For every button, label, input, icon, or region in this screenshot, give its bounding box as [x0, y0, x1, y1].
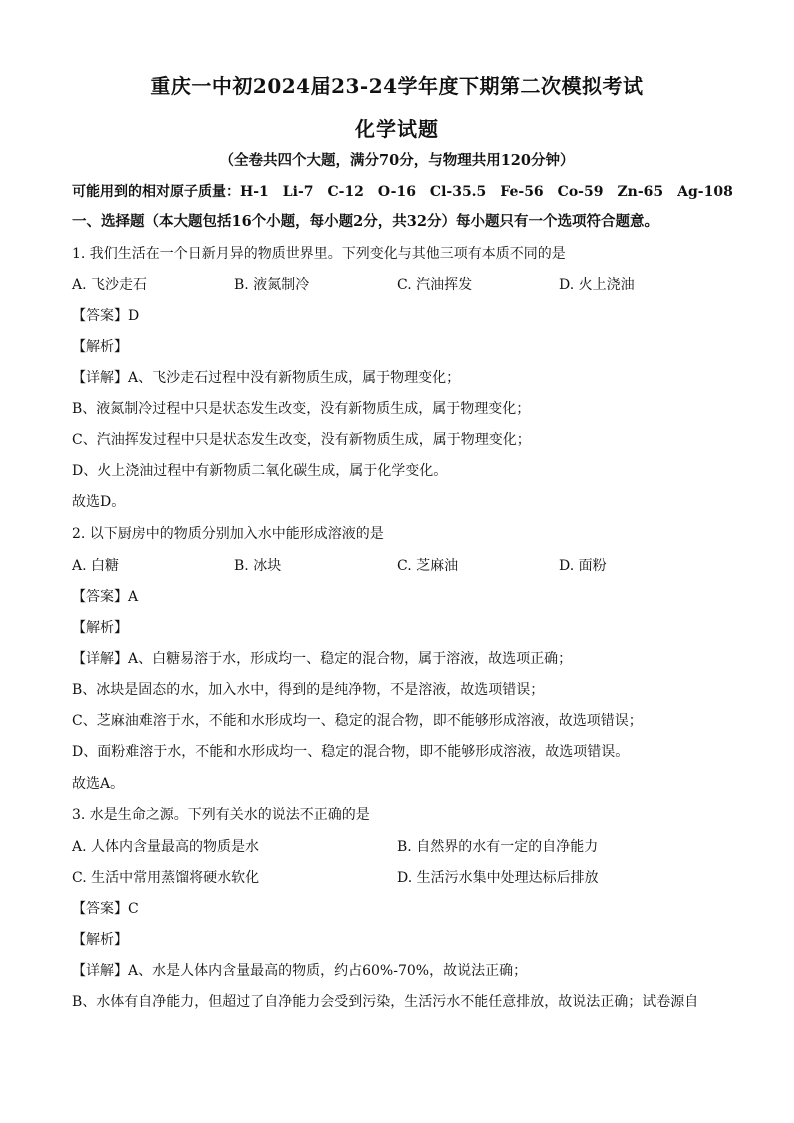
question-1-stem: 1. 我们生活在一个日新月异的物质世界里。下列变化与其他三项有本质不同的是: [72, 246, 566, 262]
question-3-detail-line: 【详解】A、水是人体内含量最高的物质，约占60%-70%，故说法正确；: [72, 963, 528, 979]
question-2-stem: 2. 以下厨房中的物质分别加入水中能形成溶液的是: [72, 526, 384, 542]
section-heading: 一、选择题（本大题包括16个小题，每小题2分，共32分）每小题只有一个选项符合题意。: [72, 213, 659, 230]
question-1-detail-line: C、汽油挥发过程中只是状态发生改变，没有新物质生成，属于物理变化；: [72, 432, 531, 448]
question-1-option-d: D. 火上浇油: [559, 277, 635, 293]
question-2-detail-line: B、冰块是固态的水，加入水中，得到的是纯净物，不是溶液，故选项错误；: [72, 682, 545, 698]
question-1-detail-line: B、液氮制冷过程中只是状态发生改变，没有新物质生成，属于物理变化；: [72, 401, 531, 417]
question-1-option-c: C. 汽油挥发: [397, 277, 473, 293]
question-1-conclusion: 故选D。: [72, 494, 126, 510]
subject-title: 化学试题: [355, 117, 439, 141]
question-2-detail-line: D、面粉难溶于水，不能和水形成均一、稳定的混合物，即不能够形成溶液，故选项错误。: [72, 744, 630, 760]
question-2-option-c: C. 芝麻油: [397, 558, 459, 574]
question-3-detail-line: B、水体有自净能力，但超过了自净能力会受到污染，生活污水不能任意排放，故说法正确；试卷源自: [72, 994, 699, 1010]
question-2-detail-line: 【详解】A、白糖易溶于水，形成均一、稳定的混合物，属于溶液，故选项正确；: [72, 651, 573, 667]
question-2-analysis-label: 【解析】: [72, 620, 128, 636]
question-1-analysis-label: 【解析】: [72, 339, 128, 355]
question-3-option-a: A. 人体内含量最高的物质是水: [72, 839, 260, 855]
question-3-stem: 3. 水是生命之源。下列有关水的说法不正确的是: [72, 807, 370, 823]
question-3-analysis-label: 【解析】: [72, 932, 128, 948]
question-2-conclusion: 故选A。: [72, 776, 125, 792]
question-1-answer: 【答案】D: [72, 308, 140, 324]
page-title: 重庆一中初2024届23-24学年度下期第二次模拟考试: [150, 74, 644, 98]
question-2-detail-line: C、芝麻油难溶于水，不能和水形成均一、稳定的混合物，即不能够形成溶液，故选项错误；: [72, 713, 643, 729]
question-3-answer: 【答案】C: [72, 901, 139, 917]
question-1-detail-line: 【详解】A、飞沙走石过程中没有新物质生成，属于物理变化；: [72, 370, 461, 386]
question-2-option-b: B. 冰块: [234, 558, 282, 574]
question-2-option-a: A. 白糖: [72, 558, 120, 574]
question-3-option-c: C. 生活中常用蒸馏将硬水软化: [72, 870, 260, 886]
question-2-answer: 【答案】A: [72, 589, 139, 605]
question-3-option-d: D. 生活污水集中处理达标后排放: [397, 870, 599, 886]
exam-note: （全卷共四个大题，满分70分，与物理共用120分钟）: [219, 152, 575, 169]
question-1-detail-line: D、火上浇油过程中有新物质二氧化碳生成，属于化学变化。: [72, 463, 448, 479]
question-1-option-b: B. 液氮制冷: [234, 277, 310, 293]
atomic-masses: 可能用到的相对原子质量：H-1 Li-7 C-12 O-16 Cl-35.5 Fe-56 Co-59 Zn-65 Ag-108: [72, 184, 733, 200]
question-1-option-a: A. 飞沙走石: [72, 277, 148, 293]
question-3-option-b: B. 自然界的水有一定的自净能力: [397, 839, 599, 855]
question-2-option-d: D. 面粉: [559, 558, 607, 574]
